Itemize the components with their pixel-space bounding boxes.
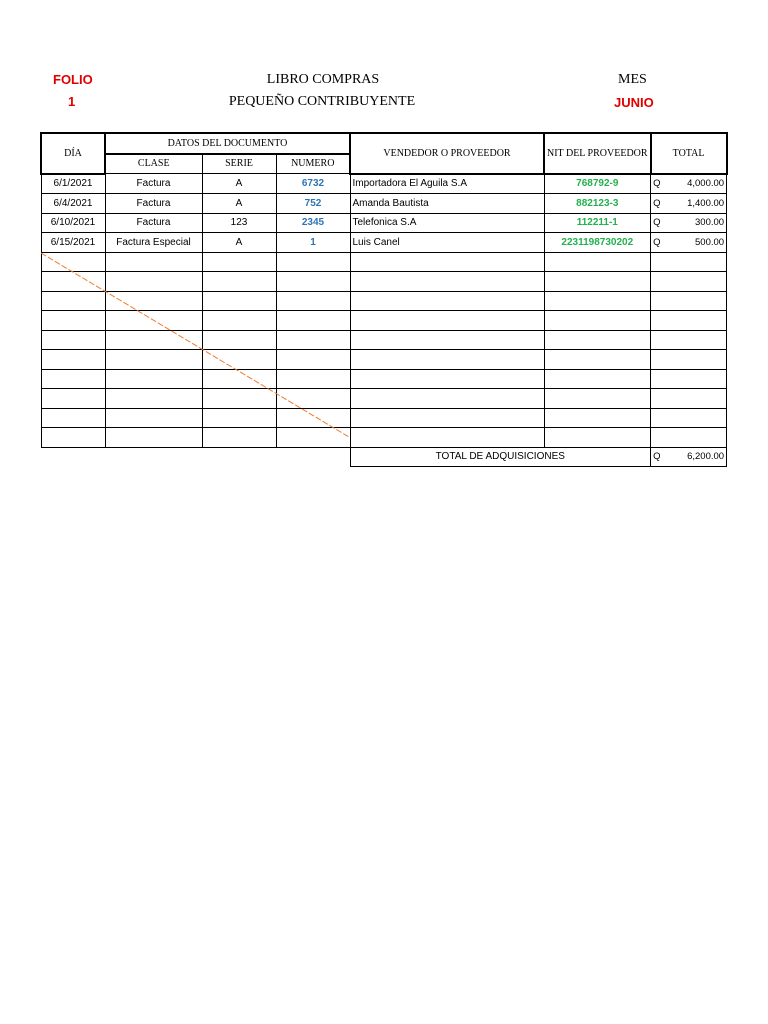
total-row (41, 447, 727, 467)
cell-total (651, 174, 727, 194)
cell-numero: 2345 (276, 213, 350, 233)
cell-clase: Factura (105, 174, 202, 194)
cell-total (651, 194, 727, 214)
cell-total (651, 233, 727, 253)
table-body (41, 174, 727, 467)
cell-nit: 768792-9 (544, 174, 651, 194)
cell-nit: 882123-3 (544, 194, 651, 214)
cell-serie: A (202, 233, 276, 253)
cell-dia: 6/4/2021 (41, 194, 105, 214)
col-vendedor: VENDEDOR O PROVEEDOR (350, 133, 544, 174)
cell-clase: Factura (105, 213, 202, 233)
col-dia: DÍA (41, 133, 105, 174)
empty-row (41, 408, 727, 428)
cell-clase: Factura Especial (105, 233, 202, 253)
purchases-table (40, 132, 728, 467)
cell-numero: 6732 (276, 174, 350, 194)
currency-symbol: Q (653, 217, 661, 229)
mes-value: JUNIO (614, 95, 654, 110)
table-row (41, 174, 727, 194)
empty-row (41, 252, 727, 272)
currency-symbol: Q (653, 178, 661, 190)
cell-clase: Factura (105, 194, 202, 214)
cell-dia: 6/10/2021 (41, 213, 105, 233)
col-total: TOTAL (651, 133, 727, 174)
empty-row (41, 272, 727, 292)
table-row (41, 194, 727, 214)
cell-dia: 6/15/2021 (41, 233, 105, 253)
empty-row (41, 311, 727, 331)
cell-serie: A (202, 194, 276, 214)
cell-vendedor: Luis Canel (350, 233, 544, 253)
total-value: 500.00 (695, 236, 725, 248)
col-serie: SERIE (202, 154, 276, 174)
cell-total (651, 213, 727, 233)
total-value: 4,000.00 (687, 178, 725, 190)
cell-nit: 112211-1 (544, 213, 651, 233)
cell-dia: 6/1/2021 (41, 174, 105, 194)
cell-numero: 1 (276, 233, 350, 253)
table-row (41, 213, 727, 233)
empty-row (41, 330, 727, 350)
cell-vendedor: Amanda Bautista (350, 194, 544, 214)
table-row (41, 233, 727, 253)
cell-serie: 123 (202, 213, 276, 233)
folio-value: 1 (68, 94, 76, 109)
cell-serie: A (202, 174, 276, 194)
folio-label: FOLIO (53, 72, 93, 87)
col-clase: CLASE (105, 154, 202, 174)
grand-total-cell (651, 447, 727, 467)
total-label: TOTAL DE ADQUISICIONES (350, 447, 651, 467)
empty-row (41, 389, 727, 409)
page-title: LIBRO COMPRAS (266, 72, 380, 87)
cell-numero: 752 (276, 194, 350, 214)
empty-row (41, 428, 727, 448)
total-value: 300.00 (695, 217, 725, 229)
cell-vendedor: Importadora El Aguila S.A (350, 174, 544, 194)
empty-row (41, 291, 727, 311)
currency-symbol: Q (653, 236, 661, 248)
total-value: 1,400.00 (687, 197, 725, 209)
currency-symbol: Q (653, 197, 661, 209)
empty-row (41, 369, 727, 389)
currency-symbol: Q (653, 451, 661, 463)
cell-vendedor: Telefonica S.A (350, 213, 544, 233)
grand-total-value: 6,200.00 (687, 451, 725, 463)
cell-nit: 2231198730202 (544, 233, 651, 253)
col-numero: NUMERO (276, 154, 350, 174)
col-nit: NIT DEL PROVEEDOR (544, 133, 651, 174)
page-subtitle: PEQUEÑO CONTRIBUYENTE (228, 94, 416, 109)
mes-label: MES (618, 72, 647, 87)
col-datos-documento: DATOS DEL DOCUMENTO (105, 133, 350, 154)
empty-row (41, 350, 727, 370)
